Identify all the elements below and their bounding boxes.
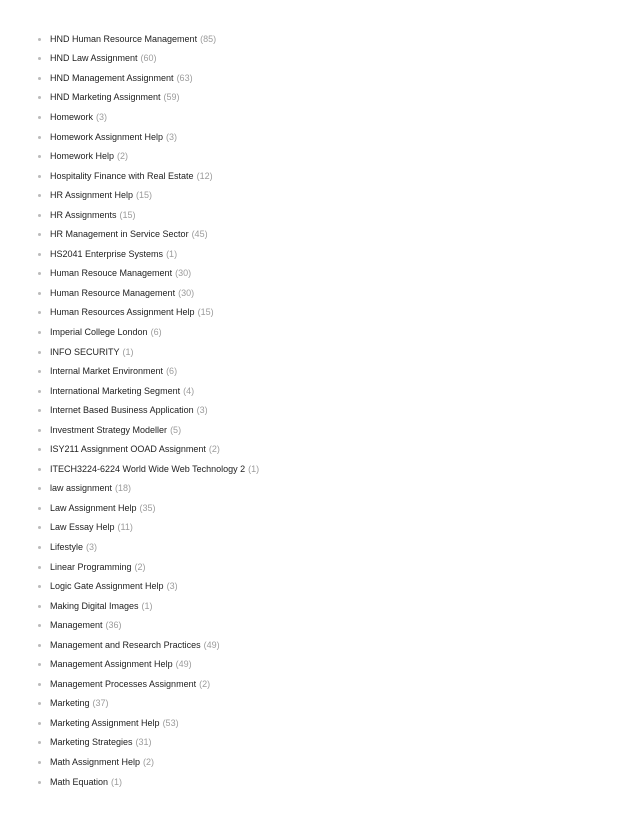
- bullet-icon: [38, 722, 41, 725]
- category-link[interactable]: Management and Research Practices: [50, 639, 201, 650]
- category-item: [38, 185, 259, 205]
- category-count: (1): [166, 248, 178, 259]
- category-item: [38, 498, 259, 518]
- bullet-icon: [38, 311, 41, 314]
- category-item: [38, 224, 259, 244]
- category-link[interactable]: Imperial College London: [50, 326, 148, 337]
- category-count: (3): [166, 131, 178, 142]
- category-link[interactable]: Hospitality Finance with Real Estate: [50, 170, 194, 181]
- category-item: [38, 459, 259, 479]
- bullet-icon: [38, 77, 41, 80]
- category-count: (6): [166, 366, 178, 377]
- category-count: (1): [141, 600, 153, 611]
- category-item: [38, 694, 259, 714]
- category-count: (49): [203, 639, 220, 650]
- bullet-icon: [38, 761, 41, 764]
- category-link[interactable]: HND Marketing Assignment: [50, 92, 161, 103]
- category-link[interactable]: Human Resouce Management: [50, 268, 173, 279]
- bullet-icon: [38, 175, 41, 178]
- category-item: [38, 264, 259, 284]
- category-item: [38, 655, 259, 675]
- category-link[interactable]: Law Assignment Help: [50, 502, 137, 513]
- bullet-icon: [38, 136, 41, 139]
- bullet-icon: [38, 38, 41, 41]
- bullet-icon: [38, 741, 41, 744]
- bullet-icon: [38, 331, 41, 334]
- category-count: (2): [199, 678, 211, 689]
- category-item: [38, 420, 259, 440]
- category-count: (59): [163, 92, 180, 103]
- bullet-icon: [38, 781, 41, 784]
- category-item: [38, 557, 259, 577]
- category-count: (49): [175, 659, 192, 670]
- bullet-icon: [38, 390, 41, 393]
- category-count: (3): [86, 541, 98, 552]
- category-item: [38, 49, 259, 69]
- category-item: [38, 479, 259, 499]
- bullet-icon: [38, 292, 41, 295]
- category-item: [38, 29, 259, 49]
- category-count: (1): [122, 346, 134, 357]
- category-item: [38, 88, 259, 108]
- category-count: (3): [196, 405, 208, 416]
- category-item: [38, 518, 259, 538]
- category-link[interactable]: HND Law Assignment: [50, 53, 138, 64]
- category-link[interactable]: ISY211 Assignment OOAD Assignment: [50, 444, 206, 455]
- bullet-icon: [38, 448, 41, 451]
- category-count: (1): [111, 776, 123, 787]
- category-count: (15): [197, 307, 214, 318]
- bullet-icon: [38, 507, 41, 510]
- category-link[interactable]: HS2041 Enterprise Systems: [50, 248, 164, 259]
- category-count: (18): [115, 483, 132, 494]
- category-link[interactable]: Management Processes Assignment: [50, 678, 197, 689]
- category-link[interactable]: Logic Gate Assignment Help: [50, 581, 164, 592]
- bullet-icon: [38, 468, 41, 471]
- category-item: [38, 342, 259, 362]
- category-link[interactable]: Law Essay Help: [50, 522, 115, 533]
- category-item: [38, 733, 259, 753]
- category-count: (31): [135, 737, 152, 748]
- category-count: (36): [105, 620, 122, 631]
- category-count: (2): [117, 151, 129, 162]
- category-count: (15): [119, 209, 136, 220]
- bullet-icon: [38, 155, 41, 158]
- bullet-icon: [38, 429, 41, 432]
- bullet-icon: [38, 663, 41, 666]
- category-link[interactable]: Management: [50, 620, 103, 631]
- category-link[interactable]: law assignment: [50, 483, 113, 494]
- category-link[interactable]: HR Management in Service Sector: [50, 229, 189, 240]
- category-link[interactable]: Making Digital Images: [50, 600, 139, 611]
- category-link[interactable]: Math Equation: [50, 776, 109, 787]
- category-count: (6): [150, 326, 162, 337]
- bullet-icon: [38, 487, 41, 490]
- category-link[interactable]: INFO SECURITY: [50, 346, 120, 357]
- category-link[interactable]: Homework: [50, 111, 94, 122]
- bullet-icon: [38, 683, 41, 686]
- category-count: (11): [117, 522, 133, 533]
- bullet-icon: [38, 546, 41, 549]
- category-item: [38, 381, 259, 401]
- category-count: (1): [248, 463, 260, 474]
- category-count: (30): [178, 287, 195, 298]
- bullet-icon: [38, 644, 41, 647]
- category-list: [38, 29, 259, 791]
- bullet-icon: [38, 702, 41, 705]
- bullet-icon: [38, 585, 41, 588]
- category-count: (2): [143, 757, 155, 767]
- category-item: [38, 107, 259, 127]
- category-link[interactable]: HND Management Assignment: [50, 72, 174, 83]
- category-count: (60): [140, 53, 157, 64]
- category-item: [38, 400, 259, 420]
- category-count: (30): [175, 268, 192, 279]
- category-link[interactable]: HND Human Resource Management: [50, 33, 198, 44]
- category-item: [38, 244, 259, 264]
- bullet-icon: [38, 624, 41, 627]
- category-link[interactable]: Math Assignment Help: [50, 757, 141, 767]
- category-link[interactable]: Homework Help: [50, 151, 115, 162]
- bullet-icon: [38, 96, 41, 99]
- category-link[interactable]: International Marketing Segment: [50, 385, 181, 396]
- category-item: [38, 576, 259, 596]
- category-count: (3): [166, 581, 178, 592]
- category-count: (12): [196, 170, 213, 181]
- category-link[interactable]: Internet Based Business Application: [50, 405, 194, 416]
- bullet-icon: [38, 370, 41, 373]
- category-link[interactable]: Management Assignment Help: [50, 659, 173, 670]
- bullet-icon: [38, 526, 41, 529]
- category-count: (5): [170, 424, 182, 435]
- category-item: [38, 537, 259, 557]
- category-item: [38, 772, 259, 792]
- category-item: [38, 615, 259, 635]
- category-item: [38, 322, 259, 342]
- category-link[interactable]: Human Resources Assignment Help: [50, 307, 195, 318]
- category-count: (35): [139, 502, 156, 513]
- category-item: [38, 635, 259, 655]
- category-link[interactable]: HR Assignments: [50, 209, 117, 220]
- category-link[interactable]: Human Resource Management: [50, 287, 176, 298]
- category-count: (45): [191, 229, 208, 240]
- bullet-icon: [38, 57, 41, 60]
- bullet-icon: [38, 566, 41, 569]
- category-item: [38, 752, 259, 772]
- category-item: [38, 146, 259, 166]
- category-link[interactable]: Marketing: [50, 698, 90, 709]
- category-link[interactable]: Internal Market Environment: [50, 366, 164, 377]
- bullet-icon: [38, 116, 41, 119]
- category-item: [38, 68, 259, 88]
- category-count: (53): [162, 717, 179, 728]
- category-link[interactable]: Lifestyle: [50, 541, 84, 552]
- bullet-icon: [38, 233, 41, 236]
- category-count: (3): [96, 111, 108, 122]
- category-count: (4): [183, 385, 195, 396]
- bullet-icon: [38, 272, 41, 275]
- category-count: (85): [200, 33, 217, 44]
- category-item: [38, 674, 259, 694]
- category-link[interactable]: HR Assignment Help: [50, 190, 134, 201]
- bullet-icon: [38, 351, 41, 354]
- bullet-icon: [38, 253, 41, 256]
- category-link[interactable]: Marketing Assignment Help: [50, 717, 160, 728]
- category-item: [38, 127, 259, 147]
- category-item: [38, 361, 259, 381]
- category-count: (2): [134, 561, 146, 572]
- category-count: (63): [176, 72, 193, 83]
- category-item: [38, 596, 259, 616]
- bullet-icon: [38, 214, 41, 217]
- bullet-icon: [38, 409, 41, 412]
- category-link[interactable]: Marketing Strategies: [50, 737, 133, 748]
- category-count: (15): [136, 190, 153, 201]
- category-item: [38, 439, 259, 459]
- category-item: [38, 713, 259, 733]
- category-item: [38, 205, 259, 225]
- category-link[interactable]: Homework Assignment Help: [50, 131, 164, 142]
- category-count: (2): [208, 444, 220, 455]
- category-item: [38, 303, 259, 323]
- category-link[interactable]: ITECH3224-6224 World Wide Web Technology 2: [50, 463, 246, 474]
- category-link[interactable]: Linear Programming: [50, 561, 132, 572]
- bullet-icon: [38, 605, 41, 608]
- bullet-icon: [38, 194, 41, 197]
- category-item: [38, 283, 259, 303]
- category-count: (37): [92, 698, 109, 709]
- category-item: [38, 166, 259, 186]
- category-link[interactable]: Investment Strategy Modeller: [50, 424, 168, 435]
